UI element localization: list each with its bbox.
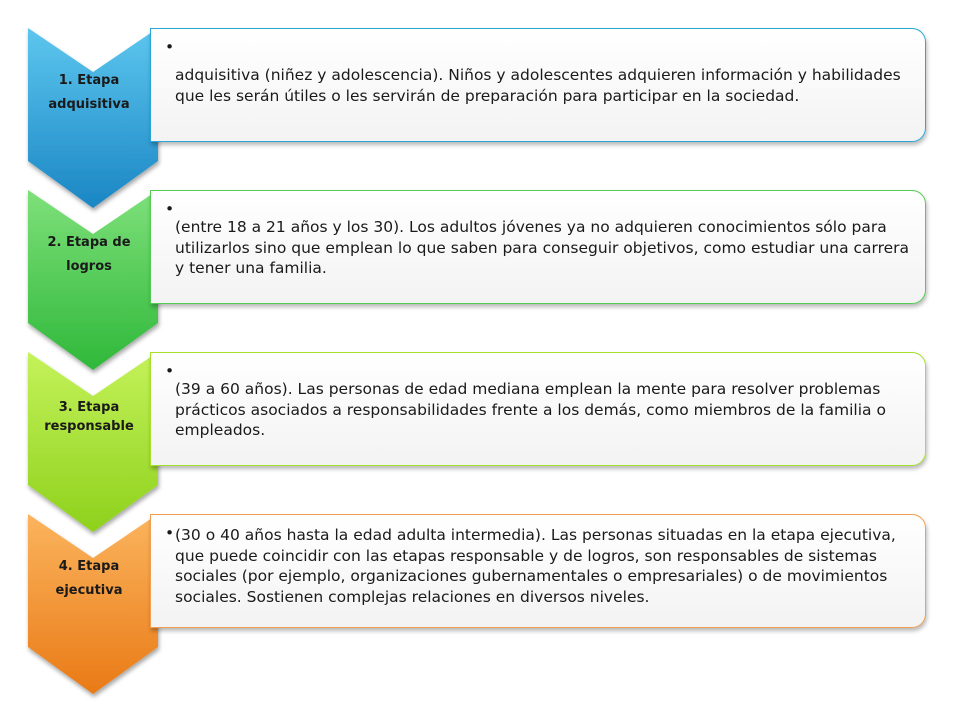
stage-4-description: • (30 o 40 años hasta la edad adulta intermedia). Las personas situadas en la etapa ejecutiva, que puede coincidir con las etapas responsable y de logros, son responsables de sistemas sociales (por ejemplo, organizaciones gubernamentales o empresariales) o de movimientos sociales. Sostienen complejas relaciones en diversos niveles. (175, 523, 915, 607)
stage-2-description: • (entre 18 a 21 años y los 30). Los adultos jóvenes ya no adquieren conocimientos sólo para utilizarlos sino que emplean lo que saben para conseguir objetivos, como estudiar una carrera y tener una familia. (175, 199, 915, 279)
stage-4-description-box (150, 514, 926, 628)
stage-3-description-box (150, 352, 926, 466)
stage-row-2 (0, 190, 960, 370)
stage-3-description: • (39 a 60 años). Las personas de edad mediana emplean la mente para resolver problemas prácticos asociados a responsabilidades frente a los demás, como miembros de la familia o empleados. (175, 361, 915, 441)
stage-2-description-box (150, 190, 926, 304)
stage-2-label: 2. Etapa de logros (47, 235, 131, 274)
stage-row-3 (0, 352, 960, 532)
stage-4-label: 4. Etapa ejecutiva (55, 559, 123, 598)
stage-3-label: 3. Etapa responsable (44, 400, 134, 434)
stage-row-1 (0, 28, 960, 208)
stage-row-4 (0, 514, 960, 694)
stage-1-description-box (150, 28, 926, 142)
stage-1-label: 1. Etapa adquisitiva (48, 73, 130, 112)
stage-1-description: • adquisitiva (niñez y adolescencia). Niños y adolescentes adquieren información y habilidades que les serán útiles o les servirán de preparación para participar en la sociedad. (175, 37, 915, 106)
